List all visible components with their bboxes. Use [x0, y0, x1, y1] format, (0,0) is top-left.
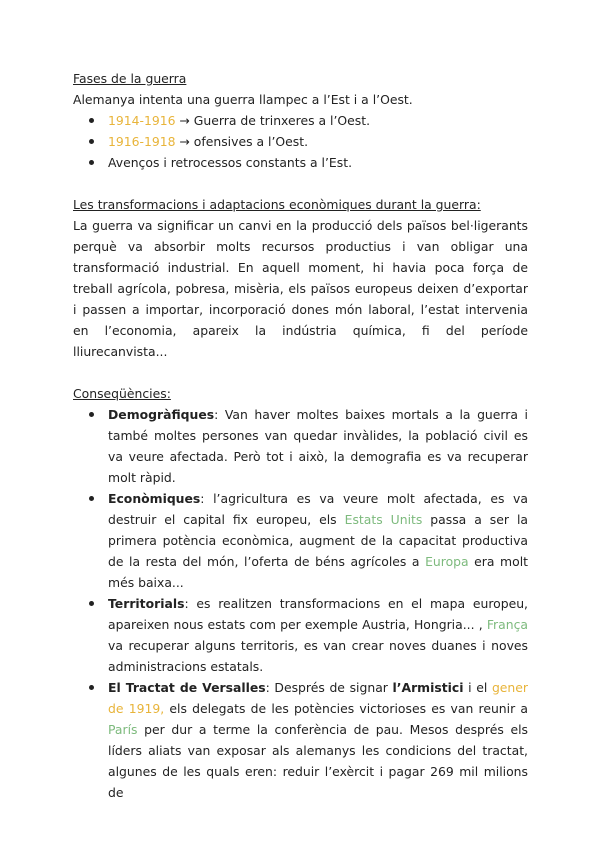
- list-item: [73, 110, 528, 131]
- spacer: [73, 173, 528, 194]
- phase-date-1: 1914-1916: [108, 113, 176, 128]
- eco-highlight-1: Estats Units: [344, 512, 423, 527]
- eco-text-3: era molt més baixa...: [108, 554, 528, 590]
- consequences-list: [73, 404, 528, 803]
- vers-highlight-1: gener de 1919,: [108, 680, 528, 716]
- list-item: [73, 677, 528, 803]
- terr-text-2: va recuperar alguns territoris, es van crear noves duanes i noves administracions estatals.: [108, 638, 528, 674]
- eco-highlight-2: Europa: [425, 554, 469, 569]
- terr-label: Territorials: [108, 596, 185, 611]
- document-content: [73, 68, 528, 803]
- list-item: [73, 488, 528, 593]
- consequences-heading: Conseqüències:: [73, 386, 171, 401]
- vers-text-3: els delegats de les potències victorioses es van reunir a: [164, 701, 528, 716]
- vers-text-1: : Després de signar: [265, 680, 393, 695]
- terr-text-1: : es realitzen transformacions en el mapa europeu, apareixen nous estats com per exemple Austria, Hongria... ,: [108, 596, 528, 632]
- vers-text-4: per dur a terme la conferència de pau. Mesos després els líders aliats van exposar als alemanys les condicions del tractat, algunes de les quals eren: reduir l’exèrcit i pagar 269 mil milions de: [108, 722, 528, 800]
- eco-text-1: : l’agricultura es va veure molt afectada, es va destruir el capital fix europeu, els: [108, 491, 528, 527]
- vers-bold: l’Armistici: [392, 680, 464, 695]
- list-item: [73, 593, 528, 677]
- spacer: [73, 362, 528, 383]
- phases-intro: Alemanya intenta una guerra llampec a l’Est i a l’Oest.: [73, 92, 413, 107]
- eco-text-2: passa a ser la primera potència econòmica, augment de la capacitat productiva de la resta del món, l’oferta de béns agrícoles a: [108, 512, 528, 569]
- economy-body: La guerra va significar un canvi en la producció dels països bel·ligerants perquè va absorbir molts recursos productius i van obligar una transformació industrial. En aquell moment, hi havia poca força de treball agrícola, pobresa, misèria, els països europeus deixen d’exportar i passen a importar, incorporació dones món laboral, l’estat intervenia en l’economia, apareix la indústria química, fi del període lliurecanvista...: [73, 218, 528, 359]
- demo-text: : Van haver moltes baixes mortals a la guerra i també moltes persones van quedar invàlides, la població civil es va veure afectada. Però tot i això, la demografia es va recuperar molt ràpid.: [108, 407, 528, 485]
- terr-highlight: França: [486, 617, 528, 632]
- phases-list: [73, 110, 528, 173]
- phase-date-2: 1916-1918: [108, 134, 176, 149]
- phase-text-2: → ofensives a l’Oest.: [175, 134, 309, 149]
- phase-text-3: Avenços i retrocessos constants a l’Est.: [108, 155, 353, 170]
- list-item: [73, 152, 528, 173]
- vers-highlight-2: París: [108, 722, 138, 737]
- list-item: [73, 404, 528, 488]
- eco-label: Econòmiques: [108, 491, 201, 506]
- list-item: [73, 131, 528, 152]
- phase-text-1: → Guerra de trinxeres a l’Oest.: [175, 113, 371, 128]
- demo-label: Demogràfiques: [108, 407, 215, 422]
- vers-label: El Tractat de Versalles: [108, 680, 266, 695]
- vers-text-2: i el: [463, 680, 492, 695]
- economy-heading: Les transformacions i adaptacions econòmiques durant la guerra:: [73, 197, 481, 212]
- phases-heading: Fases de la guerra: [73, 71, 187, 86]
